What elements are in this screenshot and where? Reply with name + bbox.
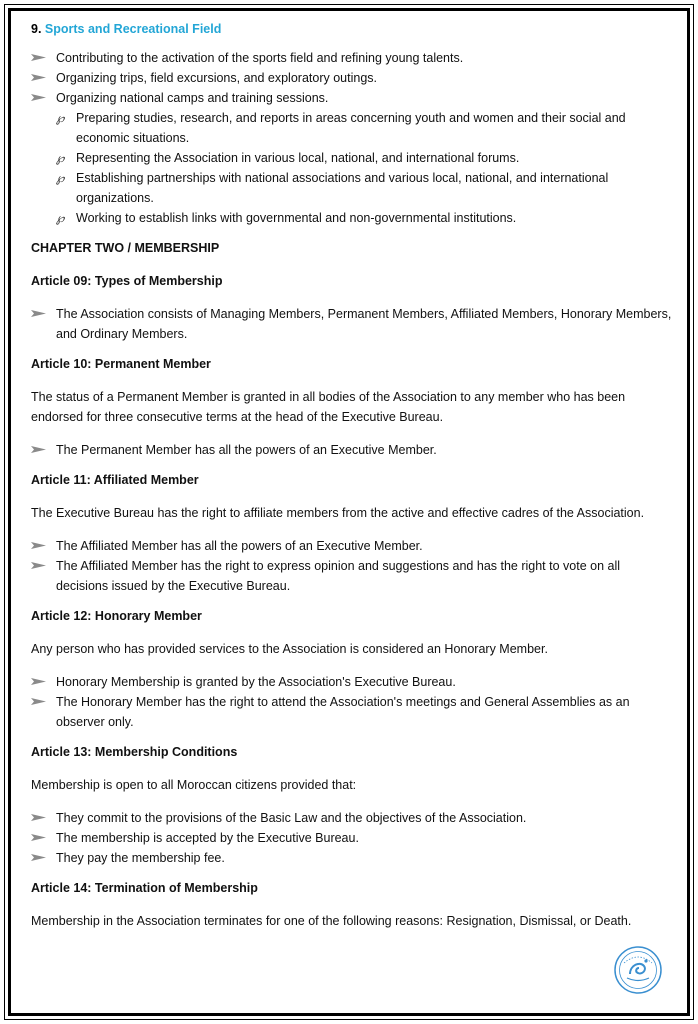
list-item: ℘ Working to establish links with governmental and non-governmental institutions. — [56, 208, 675, 228]
pen-bullet-icon — [31, 93, 46, 102]
page-frame — [4, 4, 694, 1020]
association-seal-icon — [613, 945, 663, 995]
list-item: The Affiliated Member has all the powers of an Executive Member. — [31, 536, 675, 556]
list-item: ℘ Establishing partnerships with national associations and various local, national, and international organizations. — [56, 168, 675, 208]
article-11-text: The Executive Bureau has the right to affiliate members from the active and effective cadres of the Association. — [31, 506, 645, 520]
section-bullet-list — [31, 48, 675, 228]
chapter-title: CHAPTER TWO / MEMBERSHIP — [31, 241, 220, 255]
list-item: Honorary Membership is granted by the Association's Executive Bureau. — [31, 672, 675, 692]
section-title-text: Sports and Recreational Field — [44, 22, 222, 36]
pen-bullet-icon — [31, 309, 46, 318]
list-item: The Permanent Member has all the powers of an Executive Member. — [31, 440, 675, 460]
pen-bullet-icon — [31, 541, 46, 550]
list-item: ℘ Representing the Association in various local, national, and international forums. — [56, 148, 675, 168]
pen-bullet-icon — [31, 697, 46, 706]
article-13-bullets — [31, 808, 675, 868]
list-item: Contributing to the activation of the sports field and refining young talents. — [31, 48, 675, 68]
italic-p-bullet-icon: ℘ — [56, 111, 65, 125]
article-11-heading: Article 11: Affiliated Member — [31, 473, 199, 487]
article-11-bullets — [31, 536, 675, 596]
list-item: Organizing national camps and training sessions. ℘ Preparing studies, research, and reports in areas concerning youth and women and their social and economic situations. ℘ Representing the Association in various local, national, and international forums. ℘ Establishing partnerships with national associations and various local, national, and international organizations. ℘ Working to establish links with governmental and non-governmental institutions. — [31, 88, 675, 228]
pen-bullet-icon — [31, 445, 46, 454]
pen-bullet-icon — [31, 833, 46, 842]
pen-bullet-icon — [31, 561, 46, 570]
article-12-heading: Article 12: Honorary Member — [31, 609, 202, 623]
section-title — [31, 19, 675, 39]
list-item: The membership is accepted by the Executive Bureau. — [31, 828, 675, 848]
sub-bullet-list — [56, 108, 675, 228]
italic-p-bullet-icon: ℘ — [56, 211, 65, 225]
pen-bullet-icon — [31, 813, 46, 822]
pen-bullet-icon — [31, 677, 46, 686]
pen-bullet-icon — [31, 853, 46, 862]
italic-p-bullet-icon: ℘ — [56, 171, 65, 185]
section-number: 9. — [31, 22, 42, 36]
article-14-heading: Article 14: Termination of Membership — [31, 881, 258, 895]
article-10-heading: Article 10: Permanent Member — [31, 357, 211, 371]
article-09-heading: Article 09: Types of Membership — [31, 274, 223, 288]
article-14-text: Membership in the Association terminates for one of the following reasons: Resignation, Dismissal, or Death. — [31, 914, 632, 928]
list-item: The Association consists of Managing Members, Permanent Members, Affiliated Members, Honorary Members, and Ordinary Members. — [31, 304, 675, 344]
article-09-bullets — [31, 304, 675, 344]
list-item: ℘ Preparing studies, research, and reports in areas concerning youth and women and their social and economic situations. — [56, 108, 675, 148]
list-item: They pay the membership fee. — [31, 848, 675, 868]
list-item: The Affiliated Member has the right to express opinion and suggestions and has the right to vote on all decisions issued by the Executive Bureau. — [31, 556, 675, 596]
list-item: Organizing trips, field excursions, and exploratory outings. — [31, 68, 675, 88]
list-item: They commit to the provisions of the Basic Law and the objectives of the Association. — [31, 808, 675, 828]
italic-p-bullet-icon: ℘ — [56, 151, 65, 165]
article-12-bullets — [31, 672, 675, 732]
article-13-text: Membership is open to all Moroccan citizens provided that: — [31, 778, 357, 792]
document-body — [31, 19, 675, 944]
pen-bullet-icon — [31, 73, 46, 82]
pen-bullet-icon — [31, 53, 46, 62]
list-item: The Honorary Member has the right to attend the Association's meetings and General Assemblies as an observer only. — [31, 692, 675, 732]
article-13-heading: Article 13: Membership Conditions — [31, 745, 238, 759]
article-12-text: Any person who has provided services to the Association is considered an Honorary Member. — [31, 642, 548, 656]
article-10-text: The status of a Permanent Member is granted in all bodies of the Association to any member who has been endorsed for three consecutive terms at the head of the Executive Bureau. — [31, 390, 626, 424]
article-10-bullets — [31, 440, 675, 460]
